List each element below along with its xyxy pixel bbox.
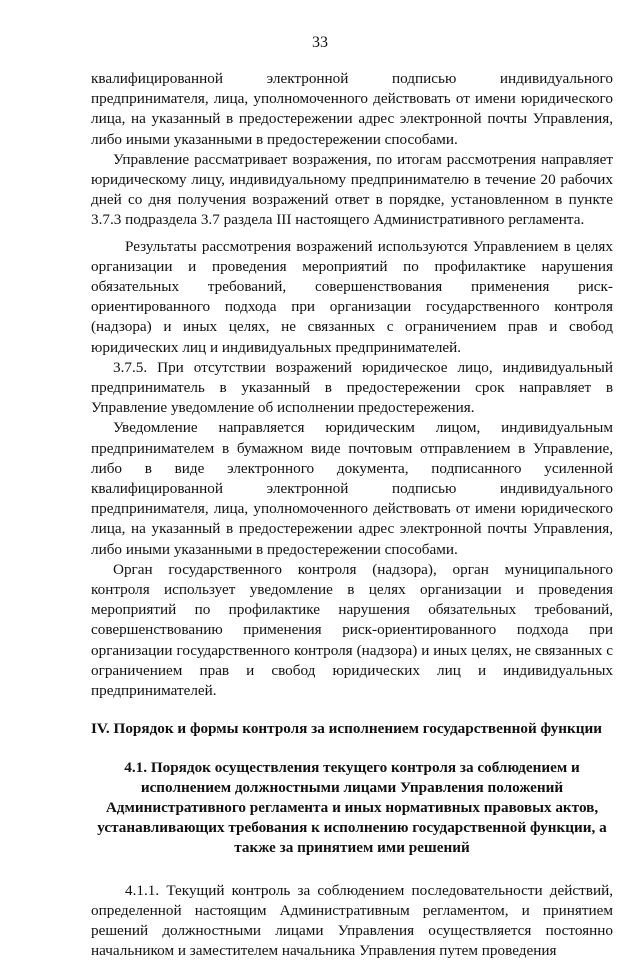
- document-body: [91, 69, 613, 961]
- paragraph: Результаты рассмотрения возражений используются Управлением в целях организации и проведения мероприятий по профилактике нарушения обязательных требований, совершенствования применения риск-ориентированного подхода при организации государственного контроля (надзора) и иных целях, не связанных с ограничением прав и свобод юридических лиц и индивидуальных предпринимателей.: [91, 237, 613, 356]
- page-number: 33: [312, 34, 328, 51]
- paragraph: 3.7.5. При отсутствии возражений юридическое лицо, индивидуальный предприниматель в указанный в предостережении срок направляет в Управление уведомление об исполнении предостережения.: [91, 358, 613, 417]
- chapter-heading: IV. Порядок и формы контроля за исполнением государственной функции: [91, 720, 602, 738]
- paragraph: Орган государственного контроля (надзора), орган муниципального контроля использует уведомление в целях организации и проведения мероприятий по профилактике нарушения обязательных требований, совершенствованию применения риск-ориентированного подхода при организации государственного контроля (надзора) и иных целях, не связанных с ограничением прав и свобод юридических лиц и индивидуальных предпринимателей.: [91, 560, 613, 700]
- section-heading: 4.1. Порядок осуществления текущего контроля за соблюдением и исполнением должностными лицами Управления положений Административного регламента и иных нормативных правовых актов, устанавливающих требования к исполнению государственной функции, а также за принятием ими решений: [97, 758, 607, 857]
- paragraph: 4.1.1. Текущий контроль за соблюдением последовательности действий, определенной настоящим Административным регламентом, и принятием решений должностными лицами Управления осуществляется постоянно начальником и заместителем начальника Управления путем проведения: [91, 881, 613, 960]
- paragraph: квалифицированной электронной подписью индивидуального предпринимателя, лица, уполномоченного действовать от имени юридического лица, на указанный в предостережении адрес электронной почты Управления, либо иными указанными в предостережении способами.: [91, 70, 613, 148]
- paragraph: Управление рассматривает возражения, по итогам рассмотрения направляет юридическому лицу, индивидуальному предпринимателю в течение 20 рабочих дней со дня получения возражений ответ в порядке, установленном в пункте 3.7.3 подраздела 3.7 раздела III настоящего Административного регламента.: [91, 150, 613, 229]
- paragraph: Уведомление направляется юридическим лицом, индивидуальным предпринимателем в бумажном виде почтовым отправлением в Управление, либо в виде электронного документа, подписанного усиленной квалифицированной электронной подписью индивидуального предпринимателя, лица, уполномоченного действовать от имени юридического лица, на указанный в предостережении адрес электронной почты Управления, либо иными указанными в предостережении способами.: [91, 419, 613, 558]
